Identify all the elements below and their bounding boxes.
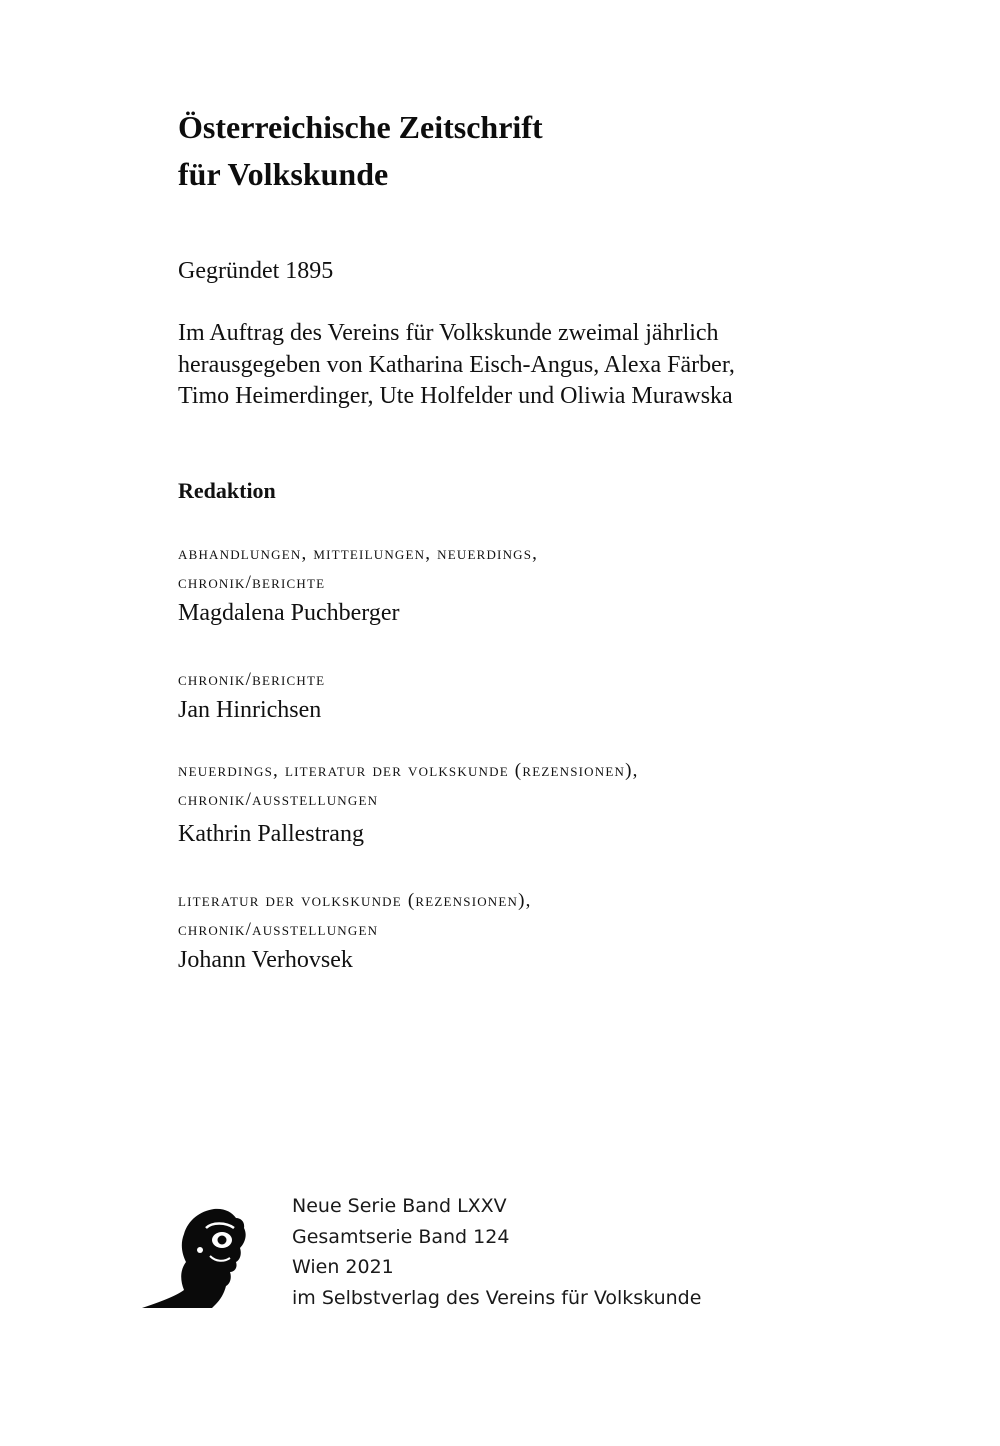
section-editor-name: Kathrin Pallestrang xyxy=(178,821,364,847)
redaktion-section xyxy=(178,665,325,726)
editors-line-2: herausgegeben von Katharina Eisch-Angus, Alexa Färber, xyxy=(178,351,735,378)
redaktion-section xyxy=(178,539,538,629)
editors-line-3: Timo Heimerdinger, Ute Holfelder und Oliwia Murawska xyxy=(178,383,733,409)
section-category: neuerdings, literatur der volkskunde (rezensionen), xyxy=(178,760,639,781)
publisher: im Selbstverlag des Vereins für Volkskunde xyxy=(292,1286,702,1309)
section-category: chronik/berichte xyxy=(178,572,326,593)
section-category: chronik/berichte xyxy=(178,669,326,690)
redaktion-section xyxy=(178,756,639,850)
journal-title xyxy=(178,104,543,198)
founded-note: Gegründet 1895 xyxy=(178,258,334,284)
total-series-volume: Gesamtserie Band 124 xyxy=(292,1225,510,1248)
section-category: chronik/ausstellungen xyxy=(178,789,379,810)
section-editor-name: Magdalena Puchberger xyxy=(178,600,400,626)
editors-line-1: Im Auftrag des Vereins für Volkskunde zweimal jährlich xyxy=(178,320,719,346)
series-volume: Neue Serie Band LXXV xyxy=(292,1195,507,1217)
place-year: Wien 2021 xyxy=(292,1256,394,1278)
redaktion-heading: Redaktion xyxy=(178,478,276,503)
section-category: abhandlungen, mitteilungen, neuerdings, xyxy=(178,543,539,564)
section-category: literatur der volkskunde (rezensionen), xyxy=(178,890,532,911)
journal-title-line-1: Österreichische Zeitschrift xyxy=(178,109,543,145)
editors-paragraph xyxy=(178,318,735,413)
silhouette-head-logo-icon xyxy=(140,1206,248,1310)
redaktion-section xyxy=(178,886,532,976)
section-editor-name: Jan Hinrichsen xyxy=(178,697,322,723)
section-category: chronik/ausstellungen xyxy=(178,919,379,940)
section-editor-name: Johann Verhovsek xyxy=(178,947,353,973)
journal-title-line-2: für Volkskunde xyxy=(178,156,389,192)
publication-info xyxy=(292,1191,701,1313)
